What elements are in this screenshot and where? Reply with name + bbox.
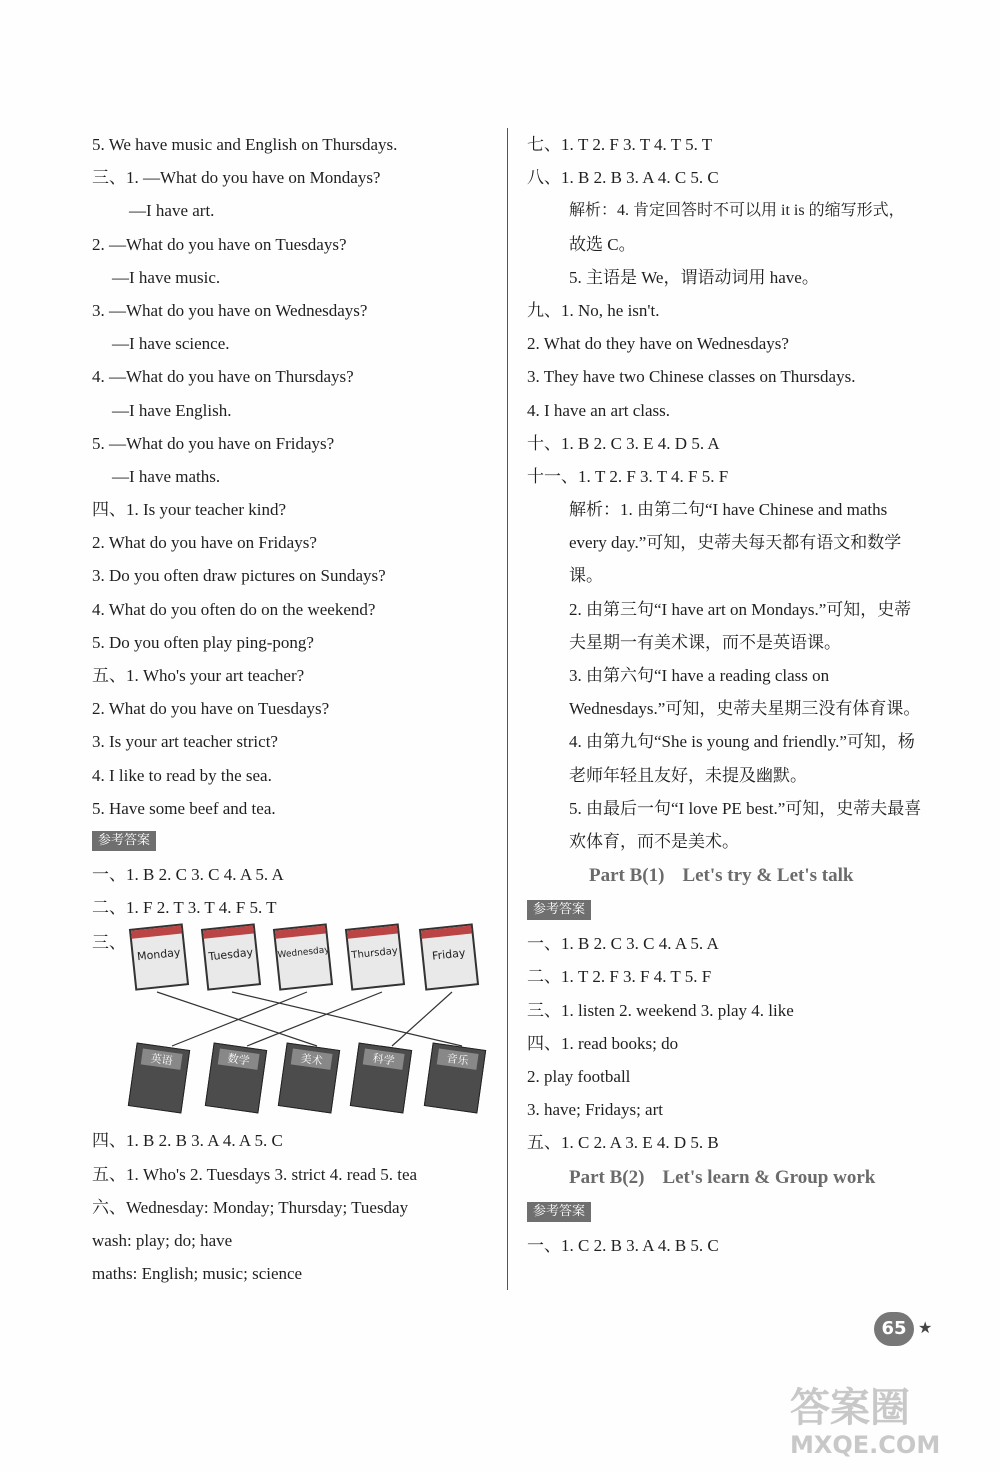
section-title-subtitle: Let's learn & Group work [662,1166,876,1188]
answer-key-badge: 参考答案 [92,831,156,851]
answer-line: —I have English. [112,400,232,420]
page-number: 65 [874,1312,914,1346]
analysis-paragraph: 4. 由第九句“She is young and friendly.”可知，杨老师年轻且友好，未提及幽默。 [569,732,915,785]
answer-line: 4. —What do you have on Thursdays? [92,367,354,387]
answer-line: 一、1. B 2. C 3. C 4. A 5. A [92,864,284,884]
watermark-en: MXQE.COM [790,1431,941,1459]
answer-line: 五、1. Who's 2. Tuesdays 3. strict 4. read 5. tea [92,1164,418,1184]
answer-line: 十一、1. T 2. F 3. T 4. F 5. F [527,466,729,486]
analysis-line: 故选 C。 [569,234,636,254]
section-title-subtitle: Let's try & Let's talk [682,865,854,887]
answer-line: 4. I like to read by the sea. [92,765,272,785]
watermark-cn: 答案圈 [790,1385,910,1431]
book-english [128,1043,190,1114]
answer-key-badge: 参考答案 [527,1202,591,1222]
answer-line: 一、1. C 2. B 3. A 4. B 5. C [527,1235,719,1255]
answer-line: 3. have; Fridays; art [527,1100,663,1120]
book-art [278,1043,340,1114]
analysis-paragraph: 3. 由第六句“I have a reading class on Wednesdays.”可知，史蒂夫星期三没有体育课。 [569,666,921,719]
book-label: 科学 [363,1049,405,1070]
book-maths [205,1043,267,1114]
matching-illustration [92,924,492,1124]
answer-line: 四、1. Is your teacher kind? [92,500,287,520]
calendar-label: Thursday [350,945,399,962]
answer-line: 七、1. T 2. F 3. T 4. T 5. T [527,135,713,154]
answer-line: 二、1. T 2. F 3. F 4. T 5. F [527,967,712,987]
analysis-paragraph: 解析：1. 由第二句“I have Chinese and maths every day.”可知，史蒂夫每天都有语文和数学课。 [569,500,902,586]
answer-key-badge: 参考答案 [527,900,591,920]
section-title-part: Part B(2) [569,1166,645,1188]
answer-line: 3. Is your art teacher strict? [92,732,278,752]
book-label: 英语 [141,1049,183,1070]
answer-line: 3. They have two Chinese classes on Thursdays. [527,367,856,387]
calendar-label: Wednesday [277,945,331,961]
analysis-line: 解析：4. 肯定回答时不可以用 it is 的缩写形式， [569,202,905,220]
watermark [790,1385,940,1459]
analysis-line: 5. 主语是 We，谓语动词用 have。 [569,267,819,287]
answer-line: 八、1. B 2. B 3. A 4. C 5. C [527,168,719,188]
answer-line: 四、1. B 2. B 3. A 4. A 5. C [92,1131,283,1151]
answer-line: 3. Do you often draw pictures on Sundays? [92,566,386,586]
answer-line: 十、1. B 2. C 3. E 4. D 5. A [527,433,720,453]
answer-line: 3. —What do you have on Wednesdays? [92,300,368,320]
book-label: 音乐 [437,1049,479,1070]
answer-line: 2. —What do you have on Tuesdays? [92,234,347,254]
answer-line: 4. What do you often do on the weekend? [92,599,376,619]
star-icon: ★ [918,1320,933,1337]
answer-line: 四、1. read books; do [527,1033,679,1053]
answer-line: —I have maths. [112,466,221,486]
answer-line: —I have science. [112,334,230,354]
analysis-paragraph: 2. 由第三句“I have art on Mondays.”可知，史蒂夫星期一有美术课，而不是英语课。 [569,599,912,652]
analysis-paragraph: 5. 由最后一句“I love PE best.”可知，史蒂夫最喜欢体育，而不是美术。 [569,798,922,852]
answer-line: 六、Wednesday: Monday; Thursday; Tuesday [92,1197,409,1217]
calendar-label: Friday [431,946,466,964]
column-divider [507,128,508,1290]
section-title [527,858,927,894]
answer-line: maths: English; music; science [92,1264,303,1284]
right-column [527,128,927,1262]
section-label: 三、 [92,933,126,953]
left-column [92,128,492,1290]
answer-line: 2. What do you have on Tuesdays? [92,699,330,719]
answer-line: 五、1. C 2. A 3. E 4. D 5. B [527,1133,719,1153]
calendar-monday [129,924,189,991]
answer-line: 2. What do they have on Wednesdays? [527,334,789,354]
answer-line: 4. I have an art class. [527,400,671,420]
calendar-label: Monday [136,946,182,964]
calendar-thursday [345,924,405,991]
answer-line: 三、1. listen 2. weekend 3. play 4. like [527,1000,794,1020]
answer-line: 5. Have some beef and tea. [92,798,276,818]
section-title [527,1160,927,1196]
calendar-label: Tuesday [207,946,254,964]
calendar-wednesday [273,924,333,991]
book-music [424,1043,486,1114]
calendar-friday [419,924,479,991]
section-title-part: Part B(1) [589,865,665,887]
answer-line: —I have art. [129,201,215,221]
answer-line: 二、1. F 2. T 3. T 4. F 5. T [92,898,277,918]
book-label: 数学 [218,1049,260,1070]
answer-line: —I have music. [112,267,221,287]
answer-line: 2. What do you have on Fridays? [92,533,317,553]
answer-line: 一、1. B 2. C 3. C 4. A 5. A [527,934,719,954]
answer-line: 5. We have music and English on Thursdays. [92,135,398,154]
answer-line: 2. play football [527,1067,631,1087]
answer-line: 5. Do you often play ping-pong? [92,632,314,652]
calendar-tuesday [201,924,261,991]
answer-line: 5. —What do you have on Fridays? [92,433,335,453]
answer-line: 五、1. Who's your art teacher? [92,666,305,685]
book-label: 美术 [291,1049,333,1070]
answer-line: wash: play; do; have [92,1230,233,1250]
answer-line: 三、1. —What do you have on Mondays? [92,168,381,188]
book-science [350,1043,412,1114]
answer-line: 九、1. No, he isn't. [527,300,660,320]
